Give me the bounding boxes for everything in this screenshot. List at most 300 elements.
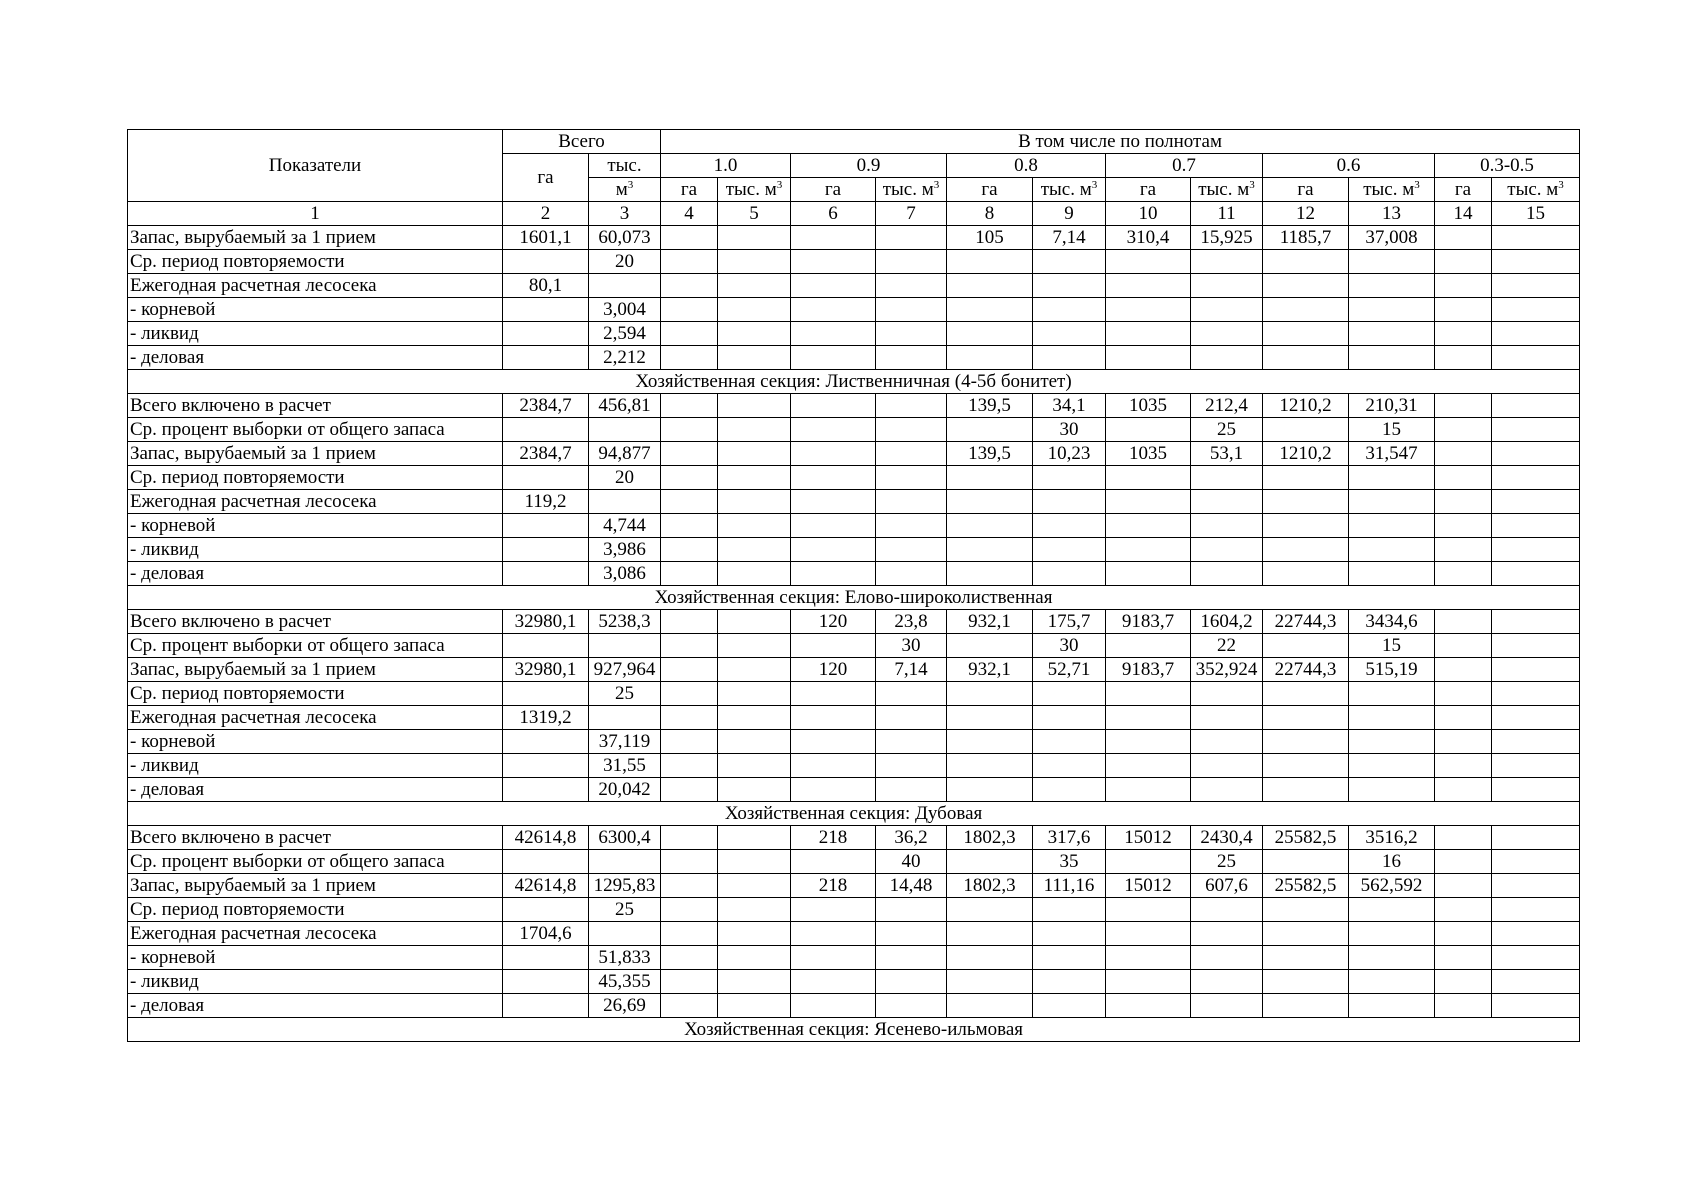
table-cell bbox=[1033, 538, 1106, 562]
table-cell bbox=[791, 394, 876, 418]
table-cell bbox=[791, 994, 876, 1018]
table-cell: 1035 bbox=[1106, 442, 1191, 466]
row-label: - ликвид bbox=[128, 754, 503, 778]
table-cell bbox=[791, 946, 876, 970]
table-cell bbox=[1349, 298, 1435, 322]
table-row bbox=[128, 538, 1580, 562]
table-cell bbox=[947, 898, 1033, 922]
table-cell: 212,4 bbox=[1191, 394, 1263, 418]
header-density: 0.8 bbox=[947, 154, 1106, 178]
table-row bbox=[128, 226, 1580, 250]
table-row bbox=[128, 658, 1580, 682]
header-unit-ha: га bbox=[1435, 178, 1492, 202]
table-cell bbox=[791, 226, 876, 250]
table-cell bbox=[503, 634, 589, 658]
table-cell bbox=[876, 994, 947, 1018]
table-cell: 9183,7 bbox=[1106, 610, 1191, 634]
table-cell bbox=[1349, 778, 1435, 802]
table-cell bbox=[791, 682, 876, 706]
table-cell bbox=[1492, 418, 1580, 442]
table-row bbox=[128, 274, 1580, 298]
table-cell bbox=[791, 970, 876, 994]
table-row bbox=[128, 898, 1580, 922]
table-cell bbox=[1492, 466, 1580, 490]
row-label: - корневой bbox=[128, 730, 503, 754]
table-cell bbox=[1435, 730, 1492, 754]
table-cell bbox=[1435, 658, 1492, 682]
table-cell bbox=[1349, 562, 1435, 586]
table-cell bbox=[1492, 994, 1580, 1018]
header-density: 0.7 bbox=[1106, 154, 1263, 178]
column-number: 7 bbox=[876, 202, 947, 226]
table-cell bbox=[1106, 490, 1191, 514]
row-label: Запас, вырубаемый за 1 прием bbox=[128, 442, 503, 466]
table-cell bbox=[1106, 970, 1191, 994]
table-cell bbox=[1492, 226, 1580, 250]
table-cell bbox=[661, 826, 718, 850]
table-cell: 218 bbox=[791, 874, 876, 898]
table-cell bbox=[589, 706, 661, 730]
table-cell bbox=[1492, 850, 1580, 874]
table-cell bbox=[1191, 898, 1263, 922]
table-cell bbox=[1106, 898, 1191, 922]
table-cell: 1802,3 bbox=[947, 874, 1033, 898]
column-number: 15 bbox=[1492, 202, 1580, 226]
table-cell bbox=[718, 346, 791, 370]
table-cell: 30 bbox=[876, 634, 947, 658]
table-cell bbox=[1349, 466, 1435, 490]
table-cell: 15 bbox=[1349, 418, 1435, 442]
table-cell bbox=[791, 706, 876, 730]
table-cell bbox=[661, 466, 718, 490]
table-cell bbox=[947, 298, 1033, 322]
table-cell bbox=[1492, 322, 1580, 346]
table-cell bbox=[589, 490, 661, 514]
table-cell bbox=[1435, 994, 1492, 1018]
table-cell bbox=[661, 442, 718, 466]
table-cell bbox=[947, 514, 1033, 538]
table-cell: 1319,2 bbox=[503, 706, 589, 730]
table-cell bbox=[1349, 514, 1435, 538]
unit-superscript: 3 bbox=[1558, 179, 1564, 191]
table-cell bbox=[1263, 970, 1349, 994]
column-number: 3 bbox=[589, 202, 661, 226]
table-cell bbox=[791, 778, 876, 802]
table-cell bbox=[876, 418, 947, 442]
table-cell bbox=[1492, 610, 1580, 634]
table-cell: 25 bbox=[589, 898, 661, 922]
column-number: 1 bbox=[128, 202, 503, 226]
table-cell: 932,1 bbox=[947, 658, 1033, 682]
table-cell bbox=[876, 490, 947, 514]
table-cell bbox=[1492, 250, 1580, 274]
table-cell bbox=[661, 418, 718, 442]
unit-superscript: 3 bbox=[1414, 179, 1420, 191]
table-cell bbox=[791, 490, 876, 514]
section-title: Хозяйственная секция: Елово-широколиственная bbox=[128, 586, 1580, 610]
table-cell bbox=[1033, 466, 1106, 490]
table-cell: 7,14 bbox=[1033, 226, 1106, 250]
table-cell bbox=[1492, 946, 1580, 970]
table-cell: 37,119 bbox=[589, 730, 661, 754]
column-number: 9 bbox=[1033, 202, 1106, 226]
table-cell: 119,2 bbox=[503, 490, 589, 514]
table-cell: 52,71 bbox=[1033, 658, 1106, 682]
table-cell bbox=[718, 562, 791, 586]
unit-text: тыс. м bbox=[882, 179, 934, 200]
table-cell bbox=[1263, 946, 1349, 970]
table-cell: 139,5 bbox=[947, 442, 1033, 466]
table-row bbox=[128, 874, 1580, 898]
table-cell: 25 bbox=[589, 682, 661, 706]
table-cell bbox=[1263, 538, 1349, 562]
table-cell: 25 bbox=[1191, 850, 1263, 874]
table-cell bbox=[661, 682, 718, 706]
table-cell bbox=[1263, 922, 1349, 946]
table-cell bbox=[1106, 682, 1191, 706]
table-cell bbox=[661, 274, 718, 298]
table-cell bbox=[791, 250, 876, 274]
table-cell: 1210,2 bbox=[1263, 394, 1349, 418]
table-cell bbox=[1435, 946, 1492, 970]
table-cell bbox=[1106, 922, 1191, 946]
table-cell bbox=[1191, 994, 1263, 1018]
table-cell bbox=[1492, 730, 1580, 754]
table-cell bbox=[1263, 250, 1349, 274]
table-cell bbox=[1349, 922, 1435, 946]
row-label: - деловая bbox=[128, 562, 503, 586]
table-cell bbox=[791, 898, 876, 922]
unit-text: м bbox=[615, 179, 628, 200]
table-cell: 1601,1 bbox=[503, 226, 589, 250]
table-cell bbox=[661, 490, 718, 514]
table-cell bbox=[1106, 250, 1191, 274]
table-cell bbox=[718, 514, 791, 538]
table-cell bbox=[1033, 970, 1106, 994]
table-cell bbox=[876, 706, 947, 730]
table-cell bbox=[1191, 946, 1263, 970]
table-cell bbox=[503, 754, 589, 778]
table-cell bbox=[1492, 778, 1580, 802]
table-cell bbox=[1435, 466, 1492, 490]
table-cell bbox=[947, 754, 1033, 778]
table-cell bbox=[661, 730, 718, 754]
row-label: Запас, вырубаемый за 1 прием bbox=[128, 226, 503, 250]
table-cell bbox=[947, 466, 1033, 490]
table-cell bbox=[1106, 946, 1191, 970]
table-cell bbox=[1191, 466, 1263, 490]
header-including: В том числе по полнотам bbox=[661, 130, 1580, 154]
table-cell bbox=[876, 538, 947, 562]
table-cell bbox=[1033, 490, 1106, 514]
row-label: - ликвид bbox=[128, 970, 503, 994]
document-sheet bbox=[127, 129, 1579, 1042]
table-cell bbox=[876, 274, 947, 298]
table-cell bbox=[1435, 754, 1492, 778]
table-cell bbox=[876, 682, 947, 706]
table-cell bbox=[1349, 322, 1435, 346]
table-cell bbox=[1263, 682, 1349, 706]
table-cell bbox=[1492, 562, 1580, 586]
table-cell bbox=[1033, 298, 1106, 322]
table-cell bbox=[1033, 346, 1106, 370]
table-cell bbox=[876, 946, 947, 970]
table-cell bbox=[947, 490, 1033, 514]
table-cell bbox=[1106, 514, 1191, 538]
table-cell: 515,19 bbox=[1349, 658, 1435, 682]
table-cell: 31,547 bbox=[1349, 442, 1435, 466]
table-cell: 34,1 bbox=[1033, 394, 1106, 418]
table-cell bbox=[661, 754, 718, 778]
table-cell bbox=[1263, 346, 1349, 370]
table-cell bbox=[876, 466, 947, 490]
table-cell bbox=[947, 274, 1033, 298]
table-cell bbox=[1191, 730, 1263, 754]
column-number: 8 bbox=[947, 202, 1033, 226]
table-cell bbox=[503, 970, 589, 994]
header-total-thous: тыс. bbox=[589, 154, 661, 178]
table-cell bbox=[503, 898, 589, 922]
unit-text: тыс. м bbox=[1507, 179, 1559, 200]
table-cell bbox=[718, 466, 791, 490]
row-label: Ср. период повторяемости bbox=[128, 898, 503, 922]
table-cell bbox=[503, 850, 589, 874]
table-cell bbox=[503, 250, 589, 274]
table-cell bbox=[718, 322, 791, 346]
table-cell bbox=[661, 226, 718, 250]
table-cell bbox=[718, 418, 791, 442]
header-total-m3 bbox=[589, 178, 661, 202]
table-cell bbox=[1435, 562, 1492, 586]
table-cell bbox=[1263, 898, 1349, 922]
table-cell bbox=[1106, 418, 1191, 442]
table-cell bbox=[503, 538, 589, 562]
row-label: Ср. процент выборки от общего запаса bbox=[128, 850, 503, 874]
table-cell: 3516,2 bbox=[1349, 826, 1435, 850]
table-cell bbox=[1106, 562, 1191, 586]
table-cell bbox=[1033, 250, 1106, 274]
table-cell bbox=[1349, 274, 1435, 298]
table-row bbox=[128, 298, 1580, 322]
table-cell bbox=[661, 538, 718, 562]
table-cell bbox=[876, 778, 947, 802]
table-cell bbox=[718, 442, 791, 466]
table-cell bbox=[1191, 682, 1263, 706]
table-cell bbox=[1349, 538, 1435, 562]
table-row bbox=[128, 562, 1580, 586]
table-cell: 932,1 bbox=[947, 610, 1033, 634]
table-cell bbox=[876, 226, 947, 250]
table-cell bbox=[1435, 826, 1492, 850]
table-cell bbox=[1033, 994, 1106, 1018]
table-cell bbox=[1492, 874, 1580, 898]
table-cell bbox=[503, 514, 589, 538]
table-row bbox=[128, 514, 1580, 538]
table-cell bbox=[589, 418, 661, 442]
table-cell: 607,6 bbox=[1191, 874, 1263, 898]
table-cell bbox=[718, 538, 791, 562]
table-cell bbox=[1349, 250, 1435, 274]
table-cell bbox=[589, 922, 661, 946]
table-cell bbox=[661, 922, 718, 946]
table-cell bbox=[1492, 706, 1580, 730]
header-total: Всего bbox=[503, 130, 661, 154]
table-row bbox=[128, 730, 1580, 754]
table-cell bbox=[503, 298, 589, 322]
unit-text: тыс. м bbox=[1040, 179, 1092, 200]
table-cell: 3434,6 bbox=[1349, 610, 1435, 634]
table-row bbox=[128, 826, 1580, 850]
table-cell bbox=[1349, 490, 1435, 514]
table-cell bbox=[947, 682, 1033, 706]
table-cell bbox=[791, 418, 876, 442]
table-cell bbox=[1435, 298, 1492, 322]
unit-text: тыс. м bbox=[1363, 179, 1415, 200]
table-cell bbox=[661, 298, 718, 322]
table-row bbox=[128, 490, 1580, 514]
header-density: 0.3-0.5 bbox=[1435, 154, 1580, 178]
table-cell bbox=[876, 394, 947, 418]
table-cell bbox=[1106, 778, 1191, 802]
column-number: 14 bbox=[1435, 202, 1492, 226]
table-cell bbox=[661, 898, 718, 922]
table-cell: 25582,5 bbox=[1263, 826, 1349, 850]
table-cell bbox=[503, 730, 589, 754]
table-cell: 1035 bbox=[1106, 394, 1191, 418]
table-cell bbox=[1263, 466, 1349, 490]
table-cell bbox=[1435, 874, 1492, 898]
table-cell bbox=[791, 730, 876, 754]
table-cell bbox=[1435, 442, 1492, 466]
table-cell bbox=[1263, 634, 1349, 658]
table-cell bbox=[718, 250, 791, 274]
table-cell: 5238,3 bbox=[589, 610, 661, 634]
table-cell: 30 bbox=[1033, 634, 1106, 658]
table-cell bbox=[718, 274, 791, 298]
table-cell bbox=[1435, 322, 1492, 346]
table-cell bbox=[1033, 514, 1106, 538]
table-cell bbox=[718, 706, 791, 730]
table-cell bbox=[1492, 922, 1580, 946]
table-cell: 139,5 bbox=[947, 394, 1033, 418]
table-cell: 1704,6 bbox=[503, 922, 589, 946]
table-cell bbox=[1191, 274, 1263, 298]
table-cell bbox=[718, 850, 791, 874]
section-title: Хозяйственная секция: Дубовая bbox=[128, 802, 1580, 826]
table-cell bbox=[1492, 394, 1580, 418]
row-label: Ежегодная расчетная лесосека bbox=[128, 490, 503, 514]
table-cell bbox=[1191, 250, 1263, 274]
table-cell: 562,592 bbox=[1349, 874, 1435, 898]
unit-superscript: 3 bbox=[1249, 179, 1255, 191]
table-cell bbox=[1435, 610, 1492, 634]
table-cell bbox=[1492, 538, 1580, 562]
table-cell bbox=[1191, 706, 1263, 730]
table-cell bbox=[1191, 298, 1263, 322]
table-header bbox=[128, 130, 1580, 226]
header-density: 0.9 bbox=[791, 154, 947, 178]
table-cell: 22744,3 bbox=[1263, 658, 1349, 682]
table-cell bbox=[1033, 706, 1106, 730]
table-cell: 42614,8 bbox=[503, 874, 589, 898]
row-label: - ликвид bbox=[128, 538, 503, 562]
table-cell bbox=[791, 514, 876, 538]
table-cell bbox=[503, 418, 589, 442]
table-cell bbox=[1263, 514, 1349, 538]
table-cell bbox=[718, 658, 791, 682]
table-cell bbox=[1263, 562, 1349, 586]
table-cell: 175,7 bbox=[1033, 610, 1106, 634]
table-cell: 25582,5 bbox=[1263, 874, 1349, 898]
table-row bbox=[128, 418, 1580, 442]
header-total-ha: га bbox=[503, 154, 589, 202]
header-unit-thous-m3 bbox=[1191, 178, 1263, 202]
table-cell bbox=[1435, 898, 1492, 922]
table-cell bbox=[503, 682, 589, 706]
table-row bbox=[128, 706, 1580, 730]
table-cell bbox=[791, 346, 876, 370]
table-cell: 40 bbox=[876, 850, 947, 874]
row-label: - ликвид bbox=[128, 322, 503, 346]
row-label: Ср. период повторяемости bbox=[128, 466, 503, 490]
table-cell bbox=[1349, 994, 1435, 1018]
table-cell bbox=[1263, 274, 1349, 298]
row-label: Ср. процент выборки от общего запаса bbox=[128, 634, 503, 658]
table-cell bbox=[718, 394, 791, 418]
table-cell bbox=[1033, 562, 1106, 586]
table-cell bbox=[1106, 706, 1191, 730]
table-cell bbox=[661, 514, 718, 538]
header-unit-ha: га bbox=[947, 178, 1033, 202]
table-cell bbox=[718, 778, 791, 802]
table-cell bbox=[791, 442, 876, 466]
table-cell: 80,1 bbox=[503, 274, 589, 298]
table-cell: 15 bbox=[1349, 634, 1435, 658]
table-cell: 1802,3 bbox=[947, 826, 1033, 850]
table-cell: 317,6 bbox=[1033, 826, 1106, 850]
table-cell bbox=[1191, 346, 1263, 370]
table-cell: 120 bbox=[791, 658, 876, 682]
row-label: Ежегодная расчетная лесосека bbox=[128, 922, 503, 946]
table-cell bbox=[503, 994, 589, 1018]
table-cell bbox=[1106, 538, 1191, 562]
table-cell: 20 bbox=[589, 466, 661, 490]
table-cell bbox=[1349, 346, 1435, 370]
table-row bbox=[128, 682, 1580, 706]
table-row bbox=[128, 778, 1580, 802]
table-cell: 105 bbox=[947, 226, 1033, 250]
row-label: - деловая bbox=[128, 778, 503, 802]
unit-superscript: 3 bbox=[776, 179, 783, 191]
table-cell bbox=[791, 754, 876, 778]
row-label: Ср. период повторяемости bbox=[128, 682, 503, 706]
row-label: Всего включено в расчет bbox=[128, 610, 503, 634]
header-unit-ha: га bbox=[1263, 178, 1349, 202]
table-cell bbox=[661, 394, 718, 418]
row-label: - деловая bbox=[128, 346, 503, 370]
table-cell: 26,69 bbox=[589, 994, 661, 1018]
table-cell bbox=[947, 922, 1033, 946]
table-cell bbox=[1435, 706, 1492, 730]
table-cell bbox=[718, 994, 791, 1018]
section-title: Хозяйственная секция: Ясенево-ильмовая bbox=[128, 1018, 1580, 1042]
table-cell: 1604,2 bbox=[1191, 610, 1263, 634]
table-cell bbox=[1349, 730, 1435, 754]
forestry-table bbox=[127, 129, 1580, 1042]
table-cell bbox=[1033, 898, 1106, 922]
table-cell: 32980,1 bbox=[503, 610, 589, 634]
table-cell: 1295,83 bbox=[589, 874, 661, 898]
